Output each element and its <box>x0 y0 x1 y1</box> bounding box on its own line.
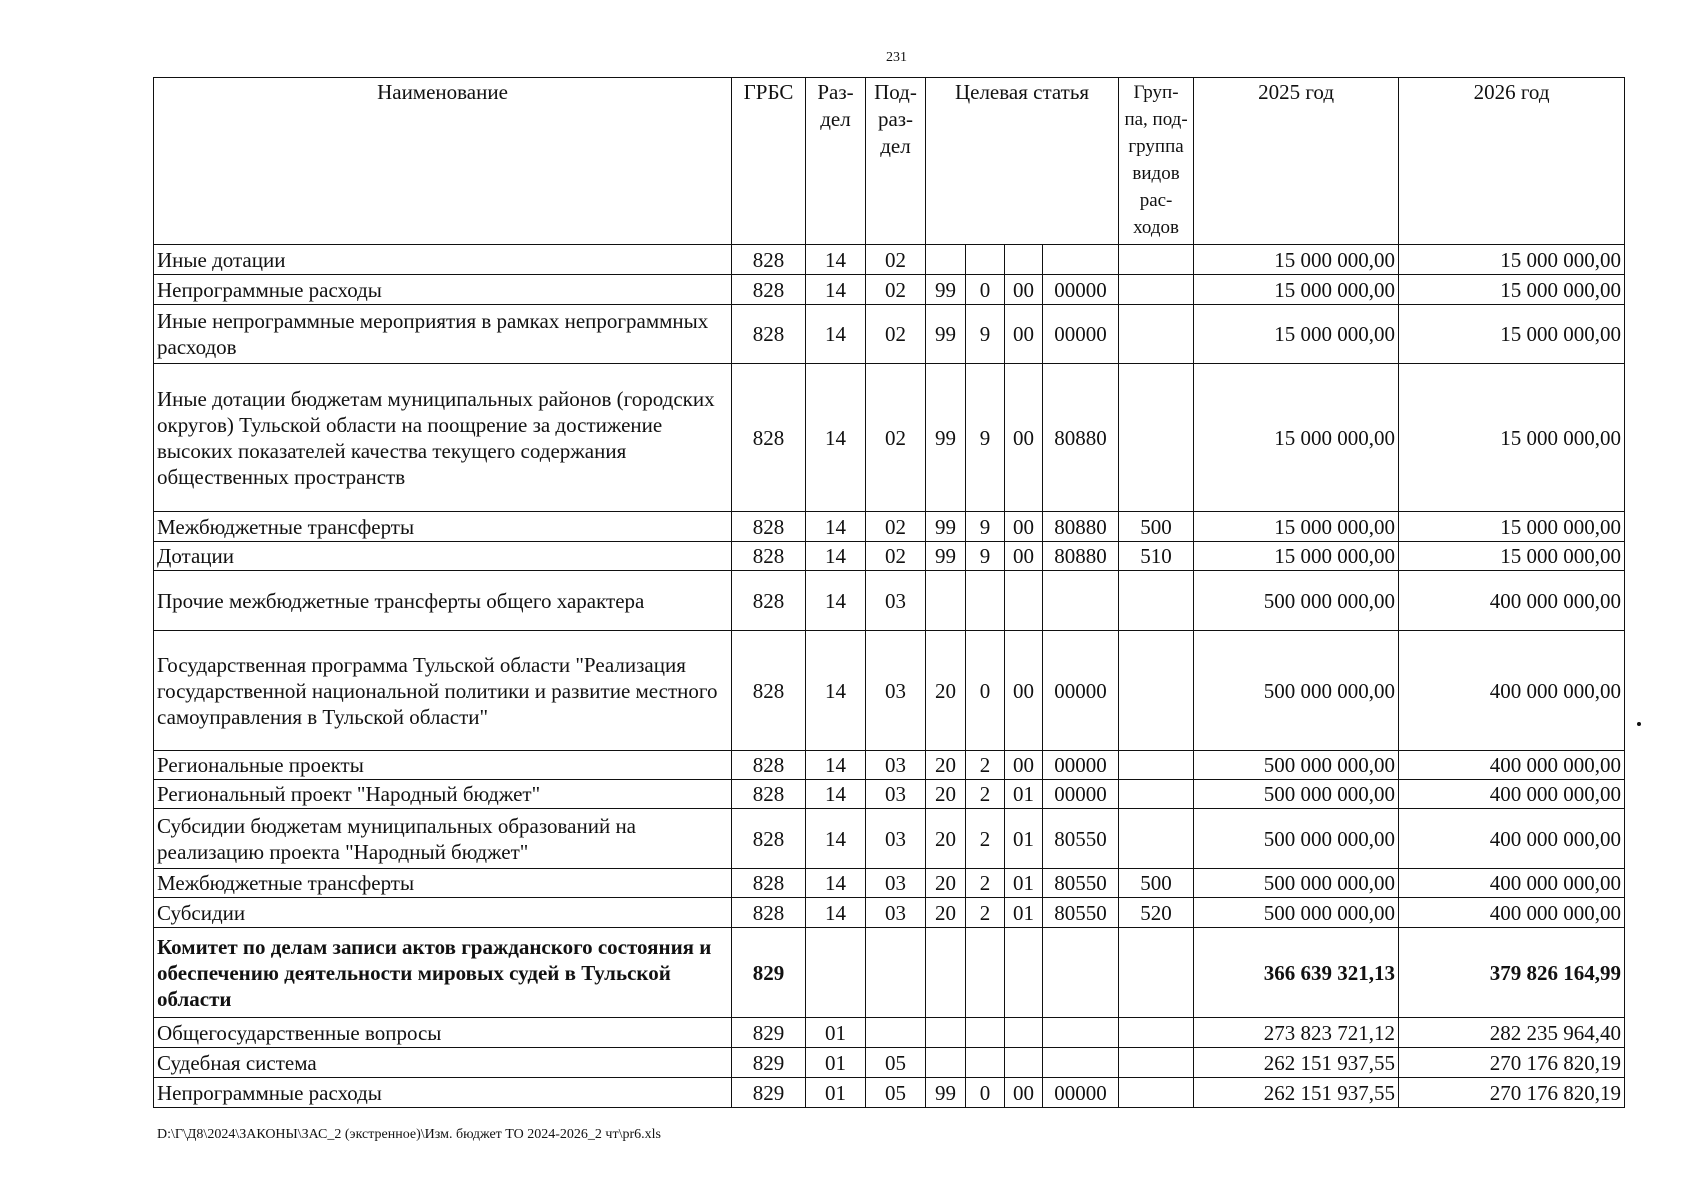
row-razdel: 14 <box>806 512 866 542</box>
row-vid-rashodov <box>1119 245 1194 275</box>
row-cs-type: 2 <box>966 751 1005 780</box>
row-podrazdel: 02 <box>866 364 926 512</box>
row-cs-type: 2 <box>966 869 1005 898</box>
table-row <box>154 364 1625 512</box>
col-header-grbs: ГРБС <box>732 78 806 245</box>
row-podrazdel: 02 <box>866 542 926 571</box>
row-amount-2025: 500 000 000,00 <box>1194 809 1399 869</box>
row-cs-program: 20 <box>926 631 966 751</box>
row-amount-2026: 400 000 000,00 <box>1399 809 1625 869</box>
row-cs-subprogram <box>1005 1018 1043 1048</box>
row-cs-type: 9 <box>966 305 1005 364</box>
row-cs-subprogram: 00 <box>1005 305 1043 364</box>
row-podrazdel: 02 <box>866 305 926 364</box>
row-cs-subprogram <box>1005 1048 1043 1078</box>
row-name: Непрограммные расходы <box>154 275 732 305</box>
row-name: Общегосударственные вопросы <box>154 1018 732 1048</box>
row-razdel: 14 <box>806 809 866 869</box>
row-grbs: 829 <box>732 1018 806 1048</box>
row-razdel: 14 <box>806 869 866 898</box>
row-amount-2025: 500 000 000,00 <box>1194 571 1399 631</box>
table-row <box>154 869 1625 898</box>
row-amount-2026: 270 176 820,19 <box>1399 1048 1625 1078</box>
table-row <box>154 928 1625 1018</box>
row-cs-program: 99 <box>926 512 966 542</box>
row-amount-2026: 15 000 000,00 <box>1399 245 1625 275</box>
row-cs-direction: 80550 <box>1043 898 1119 928</box>
row-razdel <box>806 928 866 1018</box>
row-cs-direction: 80550 <box>1043 869 1119 898</box>
row-amount-2025: 500 000 000,00 <box>1194 898 1399 928</box>
col-header-gruppa-vidov: Груп- па, под- группа видов рас- ходов <box>1119 78 1194 245</box>
row-razdel: 14 <box>806 780 866 809</box>
row-cs-program: 99 <box>926 364 966 512</box>
table-row <box>154 245 1625 275</box>
row-grbs: 829 <box>732 1078 806 1108</box>
row-name: Межбюджетные трансферты <box>154 512 732 542</box>
row-razdel: 14 <box>806 542 866 571</box>
row-cs-subprogram: 00 <box>1005 542 1043 571</box>
row-cs-program <box>926 928 966 1018</box>
row-grbs: 828 <box>732 364 806 512</box>
row-cs-program <box>926 571 966 631</box>
row-cs-subprogram: 01 <box>1005 869 1043 898</box>
row-grbs: 828 <box>732 542 806 571</box>
row-amount-2025: 15 000 000,00 <box>1194 275 1399 305</box>
row-name: Комитет по делам записи актов гражданского состояния и обеспечению деятельности мировых судей в Тульской области <box>154 928 732 1018</box>
row-cs-type <box>966 571 1005 631</box>
row-grbs: 828 <box>732 898 806 928</box>
table-row <box>154 1018 1625 1048</box>
row-podrazdel: 02 <box>866 512 926 542</box>
row-vid-rashodov: 500 <box>1119 512 1194 542</box>
row-cs-type: 9 <box>966 364 1005 512</box>
row-amount-2026: 400 000 000,00 <box>1399 751 1625 780</box>
row-amount-2025: 262 151 937,55 <box>1194 1048 1399 1078</box>
scan-dot <box>1637 722 1641 726</box>
row-amount-2025: 15 000 000,00 <box>1194 245 1399 275</box>
row-cs-subprogram: 00 <box>1005 1078 1043 1108</box>
row-amount-2026: 400 000 000,00 <box>1399 869 1625 898</box>
budget-table <box>153 77 1625 1108</box>
row-cs-subprogram <box>1005 245 1043 275</box>
row-vid-rashodov <box>1119 809 1194 869</box>
row-cs-direction: 00000 <box>1043 631 1119 751</box>
row-cs-direction <box>1043 245 1119 275</box>
row-vid-rashodov <box>1119 571 1194 631</box>
row-cs-subprogram: 00 <box>1005 631 1043 751</box>
row-cs-subprogram: 00 <box>1005 512 1043 542</box>
row-name: Субсидии бюджетам муниципальных образований на реализацию проекта "Народный бюджет" <box>154 809 732 869</box>
table-header-row <box>154 78 1625 245</box>
row-podrazdel: 02 <box>866 245 926 275</box>
row-cs-program: 20 <box>926 869 966 898</box>
row-cs-type: 9 <box>966 512 1005 542</box>
row-cs-program <box>926 1048 966 1078</box>
row-name: Государственная программа Тульской области "Реализация государственной национальной политики и развитие местного самоуправления в Тульской области" <box>154 631 732 751</box>
row-amount-2026: 15 000 000,00 <box>1399 305 1625 364</box>
row-grbs: 828 <box>732 245 806 275</box>
row-grbs: 828 <box>732 571 806 631</box>
row-razdel: 01 <box>806 1048 866 1078</box>
row-cs-subprogram <box>1005 928 1043 1018</box>
row-grbs: 829 <box>732 928 806 1018</box>
row-amount-2026: 15 000 000,00 <box>1399 512 1625 542</box>
table-row <box>154 275 1625 305</box>
row-grbs: 828 <box>732 809 806 869</box>
row-name: Прочие межбюджетные трансферты общего характера <box>154 571 732 631</box>
row-grbs: 828 <box>732 512 806 542</box>
row-cs-direction <box>1043 1048 1119 1078</box>
row-amount-2026: 400 000 000,00 <box>1399 571 1625 631</box>
row-cs-program: 20 <box>926 898 966 928</box>
row-vid-rashodov <box>1119 1048 1194 1078</box>
row-razdel: 14 <box>806 571 866 631</box>
row-amount-2026: 400 000 000,00 <box>1399 780 1625 809</box>
row-amount-2026: 15 000 000,00 <box>1399 364 1625 512</box>
table-row <box>154 1078 1625 1108</box>
row-podrazdel <box>866 1018 926 1048</box>
row-name: Региональный проект "Народный бюджет" <box>154 780 732 809</box>
row-cs-type: 2 <box>966 780 1005 809</box>
table-row <box>154 512 1625 542</box>
row-razdel: 14 <box>806 751 866 780</box>
row-podrazdel: 03 <box>866 869 926 898</box>
row-cs-type: 0 <box>966 275 1005 305</box>
row-cs-type <box>966 245 1005 275</box>
row-vid-rashodov: 500 <box>1119 869 1194 898</box>
row-vid-rashodov <box>1119 275 1194 305</box>
row-cs-type: 0 <box>966 631 1005 751</box>
row-cs-direction: 00000 <box>1043 275 1119 305</box>
row-podrazdel: 05 <box>866 1078 926 1108</box>
row-razdel: 14 <box>806 305 866 364</box>
row-podrazdel <box>866 928 926 1018</box>
row-amount-2025: 15 000 000,00 <box>1194 305 1399 364</box>
row-cs-program: 99 <box>926 275 966 305</box>
row-cs-program: 99 <box>926 542 966 571</box>
row-name: Иные дотации бюджетам муниципальных районов (городских округов) Тульской области на поощрение за достижение высоких показателей качества текущего содержания общественных пространств <box>154 364 732 512</box>
row-podrazdel: 03 <box>866 571 926 631</box>
row-cs-type <box>966 928 1005 1018</box>
row-cs-subprogram: 00 <box>1005 275 1043 305</box>
row-vid-rashodov <box>1119 1018 1194 1048</box>
row-cs-program: 20 <box>926 809 966 869</box>
row-cs-subprogram: 00 <box>1005 364 1043 512</box>
row-amount-2026: 15 000 000,00 <box>1399 275 1625 305</box>
table-row <box>154 1048 1625 1078</box>
row-podrazdel: 03 <box>866 898 926 928</box>
row-cs-direction: 80550 <box>1043 809 1119 869</box>
row-vid-rashodov <box>1119 751 1194 780</box>
row-cs-program: 20 <box>926 780 966 809</box>
row-cs-direction <box>1043 1018 1119 1048</box>
row-cs-type: 9 <box>966 542 1005 571</box>
row-cs-program: 99 <box>926 1078 966 1108</box>
row-cs-direction: 00000 <box>1043 780 1119 809</box>
table-row <box>154 898 1625 928</box>
row-cs-type: 2 <box>966 898 1005 928</box>
row-amount-2026: 270 176 820,19 <box>1399 1078 1625 1108</box>
row-cs-subprogram: 01 <box>1005 809 1043 869</box>
row-podrazdel: 03 <box>866 809 926 869</box>
row-podrazdel: 03 <box>866 751 926 780</box>
row-cs-direction: 00000 <box>1043 751 1119 780</box>
row-name: Иные непрограммные мероприятия в рамках непрограммных расходов <box>154 305 732 364</box>
row-cs-type: 2 <box>966 809 1005 869</box>
row-amount-2025: 500 000 000,00 <box>1194 751 1399 780</box>
file-path-footer: D:\Г\Д8\2024\ЗАКОНЫ\ЗАС_2 (экстренное)\Изм. бюджет ТО 2024-2026_2 чт\pr6.xls <box>157 1127 661 1142</box>
row-cs-direction: 00000 <box>1043 1078 1119 1108</box>
row-razdel: 14 <box>806 898 866 928</box>
row-vid-rashodov <box>1119 305 1194 364</box>
col-header-podrazdel: Под- раз- дел <box>866 78 926 245</box>
row-grbs: 829 <box>732 1048 806 1078</box>
row-amount-2025: 273 823 721,12 <box>1194 1018 1399 1048</box>
row-name: Субсидии <box>154 898 732 928</box>
row-cs-program: 20 <box>926 751 966 780</box>
row-amount-2026: 15 000 000,00 <box>1399 542 1625 571</box>
row-vid-rashodov <box>1119 364 1194 512</box>
row-amount-2025: 262 151 937,55 <box>1194 1078 1399 1108</box>
row-amount-2026: 400 000 000,00 <box>1399 631 1625 751</box>
row-cs-subprogram: 01 <box>1005 780 1043 809</box>
row-cs-direction: 80880 <box>1043 512 1119 542</box>
row-grbs: 828 <box>732 751 806 780</box>
row-podrazdel: 02 <box>866 275 926 305</box>
row-razdel: 14 <box>806 275 866 305</box>
row-razdel: 14 <box>806 245 866 275</box>
row-cs-program <box>926 1018 966 1048</box>
row-cs-subprogram: 00 <box>1005 751 1043 780</box>
row-cs-direction <box>1043 571 1119 631</box>
row-razdel: 14 <box>806 631 866 751</box>
row-amount-2025: 500 000 000,00 <box>1194 631 1399 751</box>
row-name: Судебная система <box>154 1048 732 1078</box>
col-header-razdel: Раз- дел <box>806 78 866 245</box>
row-amount-2025: 15 000 000,00 <box>1194 542 1399 571</box>
table-row <box>154 631 1625 751</box>
col-header-2026: 2026 год <box>1399 78 1625 245</box>
row-amount-2026: 379 826 164,99 <box>1399 928 1625 1018</box>
row-vid-rashodov <box>1119 780 1194 809</box>
row-cs-subprogram <box>1005 571 1043 631</box>
row-amount-2025: 15 000 000,00 <box>1194 364 1399 512</box>
col-header-celevaya-statya: Целевая статья <box>926 78 1119 245</box>
row-cs-program <box>926 245 966 275</box>
row-cs-direction <box>1043 928 1119 1018</box>
row-podrazdel: 05 <box>866 1048 926 1078</box>
table-row <box>154 305 1625 364</box>
row-amount-2025: 500 000 000,00 <box>1194 869 1399 898</box>
row-podrazdel: 03 <box>866 631 926 751</box>
row-name: Иные дотации <box>154 245 732 275</box>
table-row <box>154 809 1625 869</box>
row-cs-direction: 80880 <box>1043 364 1119 512</box>
row-name: Непрограммные расходы <box>154 1078 732 1108</box>
table-row <box>154 542 1625 571</box>
row-cs-program: 99 <box>926 305 966 364</box>
row-cs-type: 0 <box>966 1078 1005 1108</box>
table-row <box>154 780 1625 809</box>
page-number: 231 <box>886 50 907 65</box>
row-vid-rashodov: 520 <box>1119 898 1194 928</box>
row-vid-rashodov <box>1119 1078 1194 1108</box>
row-amount-2025: 15 000 000,00 <box>1194 512 1399 542</box>
row-razdel: 01 <box>806 1018 866 1048</box>
row-grbs: 828 <box>732 869 806 898</box>
table-row <box>154 751 1625 780</box>
row-name: Межбюджетные трансферты <box>154 869 732 898</box>
table-row <box>154 571 1625 631</box>
row-vid-rashodov <box>1119 631 1194 751</box>
row-grbs: 828 <box>732 780 806 809</box>
row-amount-2026: 282 235 964,40 <box>1399 1018 1625 1048</box>
row-grbs: 828 <box>732 631 806 751</box>
row-name: Региональные проекты <box>154 751 732 780</box>
col-header-2025: 2025 год <box>1194 78 1399 245</box>
row-razdel: 01 <box>806 1078 866 1108</box>
row-cs-type <box>966 1018 1005 1048</box>
row-cs-direction: 00000 <box>1043 305 1119 364</box>
row-name: Дотации <box>154 542 732 571</box>
row-razdel: 14 <box>806 364 866 512</box>
row-amount-2025: 500 000 000,00 <box>1194 780 1399 809</box>
row-amount-2025: 366 639 321,13 <box>1194 928 1399 1018</box>
row-podrazdel: 03 <box>866 780 926 809</box>
row-cs-direction: 80880 <box>1043 542 1119 571</box>
row-amount-2026: 400 000 000,00 <box>1399 898 1625 928</box>
row-grbs: 828 <box>732 305 806 364</box>
row-cs-subprogram: 01 <box>1005 898 1043 928</box>
row-grbs: 828 <box>732 275 806 305</box>
row-cs-type <box>966 1048 1005 1078</box>
row-vid-rashodov: 510 <box>1119 542 1194 571</box>
row-vid-rashodov <box>1119 928 1194 1018</box>
col-header-name: Наименование <box>154 78 732 245</box>
